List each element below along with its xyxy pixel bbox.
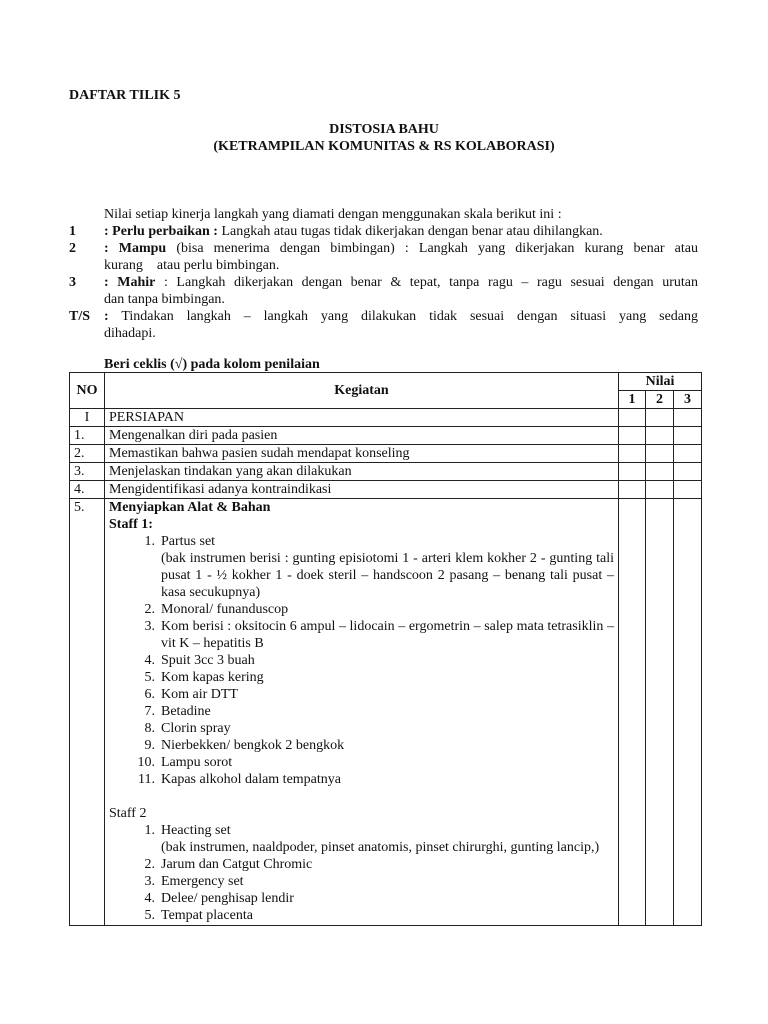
list-item: 7. Betadine — [144, 704, 211, 719]
scale-item-ts — [104, 308, 698, 325]
table-row — [70, 463, 702, 481]
section-title: PERSIAPAN — [105, 409, 619, 427]
scale-item-3-cont: dan tanpa bimbingan. — [104, 292, 225, 307]
document-label: DAFTAR TILIK 5 — [69, 88, 181, 103]
score-cell-3[interactable] — [674, 445, 702, 463]
scale-term: : — [104, 309, 109, 324]
table-header-row — [70, 373, 702, 391]
score-cell-2[interactable] — [646, 409, 674, 427]
list-item: 4. Delee/ penghisap lendir — [144, 891, 294, 906]
list-item: 2. Jarum dan Catgut Chromic — [144, 857, 313, 872]
row-text: Menjelaskan tindakan yang akan dilakukan — [105, 463, 619, 481]
list-item: 5. Tempat placenta — [144, 908, 253, 923]
list-item: 3. Kom berisi : oksitocin 6 ampul – lidocain – ergometrin – salep mata tetrasiklin – vit K – hepatitis B — [144, 619, 614, 651]
table-row — [70, 445, 702, 463]
checklist-instruction: Beri ceklis (√) pada kolom penilaian — [104, 357, 320, 372]
header-kegiatan: Kegiatan — [105, 373, 619, 409]
header-nilai: Nilai — [619, 373, 702, 391]
row-no: 4. — [70, 481, 105, 499]
score-cell-1[interactable] — [619, 427, 646, 445]
score-cell-2[interactable] — [646, 481, 674, 499]
row-no: 2. — [70, 445, 105, 463]
score-cell-2[interactable] — [646, 445, 674, 463]
staff1-label: Staff 1: — [109, 517, 153, 532]
scale-desc: Tindakan langkah – langkah yang dilakukan tidak sesuai dengan situasi yang sedang — [121, 309, 699, 324]
header-no: NO — [70, 373, 105, 409]
score-cell-3[interactable] — [674, 499, 702, 926]
scale-item-2-cont: kurang atau perlu bimbingan. — [104, 258, 280, 273]
scale-item-2 — [104, 240, 698, 257]
scale-item-ts-cont: dihadapi. — [104, 326, 156, 341]
list-item: 4. Spuit 3cc 3 buah — [144, 653, 255, 668]
scale-desc: : Langkah dikerjakan dengan benar & tepat, tanpa ragu – ragu sesuai dengan urutan — [163, 275, 699, 290]
list-item-detail: (bak instrumen, naaldpoder, pinset anatomis, pinset chirurghi, gunting lancip,) — [161, 840, 600, 855]
section-no: I — [70, 409, 105, 427]
list-item: 3. Emergency set — [144, 874, 244, 889]
row-no: 1. — [70, 427, 105, 445]
score-cell-1[interactable] — [619, 481, 646, 499]
score-cell-3[interactable] — [674, 481, 702, 499]
header-score-1: 1 — [619, 391, 646, 409]
document-title: DISTOSIA BAHU — [329, 122, 439, 137]
scale-term: : Perlu perbaikan : — [104, 224, 218, 239]
equipment-title: Menyiapkan Alat & Bahan — [109, 500, 271, 515]
header-score-3: 3 — [674, 391, 702, 409]
checklist-table — [69, 372, 702, 926]
list-item-detail: (bak instrumen berisi : gunting episiotomi 1 - arteri klem kokher 2 - gunting tali pusat 1 - ½ kokher 1 - doek steril – handscoon 2 pasang – benang tali pusat – kasa secukupnya) — [161, 551, 614, 600]
scale-item-3 — [104, 274, 698, 291]
score-cell-2[interactable] — [646, 499, 674, 926]
score-cell-1[interactable] — [619, 445, 646, 463]
scale-key-ts: T/S — [69, 309, 91, 324]
scale-term: : Mampu — [104, 241, 167, 256]
table-row — [70, 481, 702, 499]
scale-key-2: 2 — [69, 241, 76, 256]
row-text: Mengidentifikasi adanya kontraindikasi — [105, 481, 619, 499]
row-text: Memastikan bahwa pasien sudah mendapat konseling — [105, 445, 619, 463]
list-item: 11. Kapas alkohol dalam tempatnya — [138, 772, 341, 787]
header-score-2: 2 — [646, 391, 674, 409]
list-item: 1. Heacting set — [144, 823, 231, 838]
list-item: 8. Clorin spray — [144, 721, 231, 736]
scale-intro: Nilai setiap kinerja langkah yang diamati dengan menggunakan skala berikut ini : — [104, 207, 562, 222]
list-item: 1. Partus set — [144, 534, 216, 549]
scale-key-3: 3 — [69, 275, 76, 290]
table-row — [70, 427, 702, 445]
row-no: 3. — [70, 463, 105, 481]
list-item: 5. Kom kapas kering — [144, 670, 264, 685]
staff2-label: Staff 2 — [109, 806, 147, 821]
row-text: Mengenalkan diri pada pasien — [105, 427, 619, 445]
list-item: 10. Lampu sorot — [137, 755, 233, 770]
scale-term: : Mahir — [104, 275, 156, 290]
scale-desc: Langkah atau tugas tidak dikerjakan dengan benar atau dihilangkan. — [221, 224, 603, 239]
score-cell-1[interactable] — [619, 499, 646, 926]
score-cell-2[interactable] — [646, 427, 674, 445]
scale-key-1: 1 — [69, 224, 76, 239]
row-no: 5. — [70, 499, 105, 926]
section-row — [70, 409, 702, 427]
score-cell-1[interactable] — [619, 463, 646, 481]
score-cell-3[interactable] — [674, 463, 702, 481]
score-cell-3[interactable] — [674, 409, 702, 427]
list-item: 6. Kom air DTT — [144, 687, 238, 702]
score-cell-2[interactable] — [646, 463, 674, 481]
list-item: 2. Monoral/ funanduscop — [144, 602, 289, 617]
table-row — [70, 499, 702, 926]
scale-item-1 — [104, 223, 698, 240]
score-cell-1[interactable] — [619, 409, 646, 427]
score-cell-3[interactable] — [674, 427, 702, 445]
scale-desc: (bisa menerima dengan bimbingan) : Langkah yang dikerjakan kurang benar atau — [176, 241, 698, 256]
list-item: 9. Nierbekken/ bengkok 2 bengkok — [144, 738, 345, 753]
document-subtitle: (KETRAMPILAN KOMUNITAS & RS KOLABORASI) — [213, 139, 555, 154]
row-text-equipment — [105, 499, 619, 926]
